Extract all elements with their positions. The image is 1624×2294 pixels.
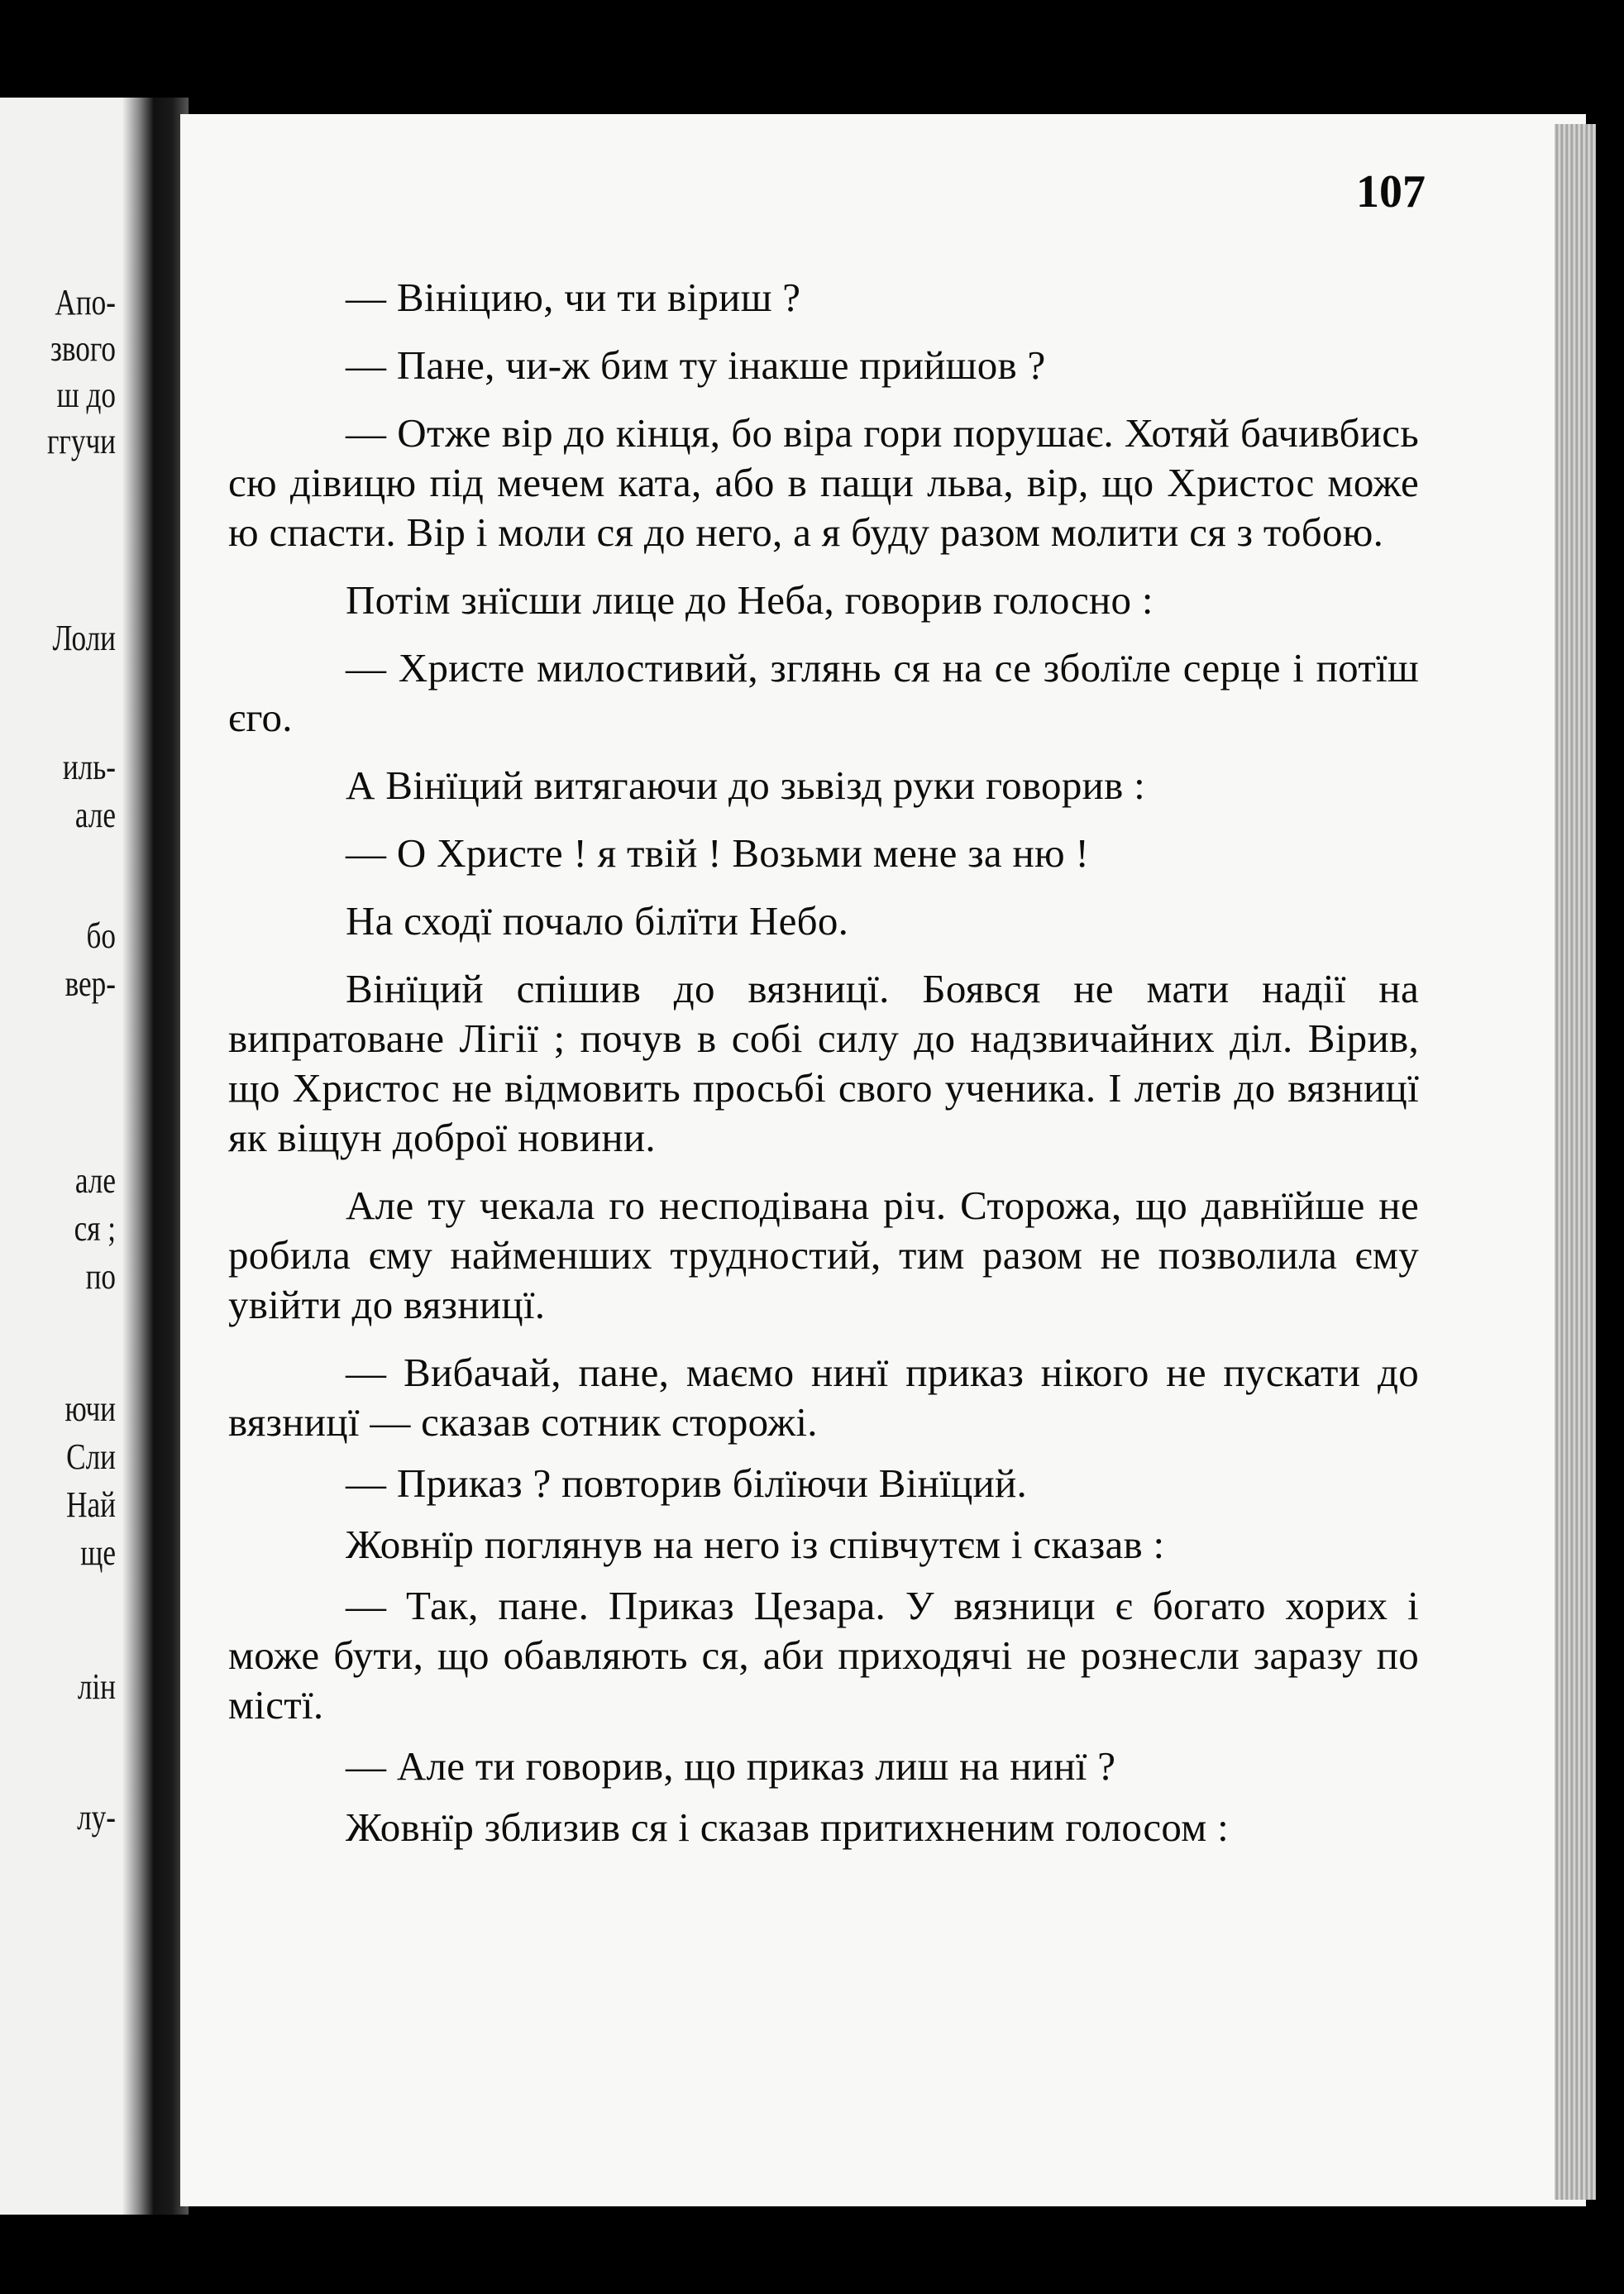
paragraph: Але ту чекала го несподівана річ. Сторожа, що давнїйше не робила єму найменших трудностий, тим разом не позволила єму увійти до вязницї.: [228, 1183, 1419, 1327]
previous-page-fragment: Най: [66, 1484, 116, 1525]
paragraph: — Отже вір до кінця, бо віра гори порушає. Хотяй бачивбись сю дівицю під мечем ката, або в пащи льва, вір, що Христос може ю спасти. Вір і моли ся до него, а я буду разом молити ся з тобою.: [228, 410, 1419, 555]
previous-page-fragment: але: [74, 795, 116, 835]
paragraph: — Але ти говорив, що приказ лиш на нинї ?: [346, 1743, 1116, 1789]
book-gutter: [122, 98, 189, 2215]
previous-page-fragment: ще: [80, 1532, 116, 1573]
paragraph: — Пане, чи-ж бим ту інакше прийшов ?: [346, 342, 1046, 388]
previous-page-fragment: звого: [50, 328, 117, 369]
previous-page-fragment: вер-: [64, 963, 116, 1004]
previous-page-fragment: ггучи: [46, 421, 116, 461]
previous-page-fragment: лін: [77, 1666, 116, 1707]
previous-page-fragment: иль-: [62, 747, 116, 787]
previous-page-fragment: Лоли: [52, 618, 116, 658]
previous-page-fragment: по: [85, 1256, 116, 1297]
previous-page-fragment: ся ;: [74, 1208, 116, 1249]
paragraph: — О Христе ! я твій ! Возьми мене за ню !: [346, 830, 1090, 876]
paragraph: Потім знїсши лице до Неба, говорив голосно :: [346, 577, 1154, 623]
paragraph: А Вінїций витягаючи до зьвізд руки говорив :: [346, 762, 1146, 808]
previous-page-fragment: але: [74, 1160, 116, 1201]
paragraph: Жовнїр поглянув на него із співчутєм і сказав :: [346, 1522, 1165, 1567]
paragraph: — Вініцию, чи ти віриш ?: [346, 275, 801, 320]
previous-page-fragment: ш до: [56, 375, 116, 415]
previous-page-fragment: бо: [86, 915, 116, 956]
paragraph: — Христе милостивий, зглянь ся на се зболїле серце і потїш єго.: [228, 645, 1419, 740]
page-body: [228, 273, 1419, 1864]
paragraph: На сходї почало білїти Небо.: [346, 898, 849, 944]
page-number: 107: [1356, 166, 1426, 217]
previous-page-fragment: ючи: [64, 1388, 116, 1429]
paragraph: — Приказ ? повторив білїючи Вінїций.: [346, 1460, 1028, 1506]
paragraph: — Вибачай, пане, маємо нинї приказ нікого не пускати до вязницї — сказав сотник сторожі.: [228, 1350, 1419, 1445]
previous-page-fragment: Апо-: [55, 282, 116, 323]
previous-page-fragment: лу-: [77, 1797, 116, 1838]
paragraph: Жовнїр зблизив ся і сказав притихненим голосом :: [346, 1804, 1230, 1850]
page-edges: [1555, 124, 1596, 2200]
paragraph: Вінїций спішив до вязницї. Боявся не мати надії на випратоване Лігії ; почув в собі силу до надзвичайних діл. Вірив, що Христос не відмовить просьбі свого ученика. І летів до вязницї як віщун доброї новини.: [228, 966, 1419, 1160]
paragraph: — Так, пане. Приказ Цезара. У вязници є богато хорих і може бути, що обавляють ся, аби приходячі не рознесли заразу по містї.: [228, 1583, 1419, 1728]
previous-page-fragment: Сли: [66, 1436, 116, 1477]
